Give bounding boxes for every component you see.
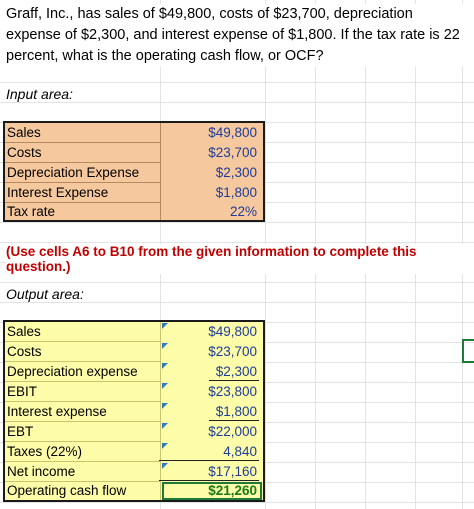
input-label: Costs <box>7 145 42 160</box>
grid-row-line <box>0 282 474 283</box>
output-value[interactable]: $1,800 <box>215 404 257 419</box>
input-row-sales[interactable] <box>5 123 263 143</box>
input-label: Interest Expense <box>7 185 109 200</box>
grid-row-line <box>0 502 474 503</box>
input-area-label: Input area: <box>6 86 77 102</box>
input-label: Depreciation Expense <box>7 165 140 180</box>
output-label: Costs <box>7 344 42 359</box>
input-table <box>3 121 265 222</box>
output-row-net-income[interactable] <box>5 462 263 482</box>
output-row-ebit[interactable] <box>5 382 263 402</box>
output-label: EBIT <box>7 384 38 399</box>
formula-indicator-icon <box>162 363 168 369</box>
output-label: Sales <box>7 324 41 339</box>
output-label: EBT <box>7 424 34 439</box>
formula-indicator-icon <box>162 403 168 409</box>
output-value[interactable]: $17,160 <box>208 464 257 479</box>
output-value[interactable]: $23,800 <box>208 384 257 399</box>
output-row-ocf[interactable] <box>5 481 263 501</box>
output-row-sales[interactable] <box>5 322 263 342</box>
grid-row-line <box>0 102 474 103</box>
output-label: Operating cash flow <box>7 483 127 498</box>
formula-indicator-icon <box>162 423 168 429</box>
sum-underline <box>209 380 259 381</box>
output-area-label: Output area: <box>6 286 88 302</box>
formula-indicator-icon <box>162 443 168 449</box>
output-value[interactable]: 4,840 <box>223 444 257 459</box>
input-row-depreciation[interactable] <box>5 163 263 183</box>
input-row-interest[interactable] <box>5 183 263 203</box>
output-row-costs[interactable] <box>5 342 263 362</box>
output-row-depreciation[interactable] <box>5 362 263 382</box>
output-label: Taxes (22%) <box>7 444 83 459</box>
grid-row-line <box>0 302 474 303</box>
input-label: Tax rate <box>7 204 56 219</box>
question-text: Graff, Inc., has sales of $49,800, costs of $23,700, depreciation expense of $2,300, and interest expense of $1,800. If the tax rate is 22 percent, what is the operating cash flow, or OCF? <box>6 4 468 67</box>
input-value[interactable]: $1,800 <box>215 185 257 200</box>
grid-row-line <box>0 82 474 83</box>
grid-row-line <box>0 242 474 243</box>
input-label: Sales <box>7 125 41 140</box>
input-value[interactable]: 22% <box>229 204 257 219</box>
input-row-tax-rate[interactable] <box>5 202 263 222</box>
output-value[interactable]: $21,260 <box>208 483 257 498</box>
instruction-note: (Use cells A6 to B10 from the given information to complete this question.) <box>6 244 474 274</box>
output-label: Interest expense <box>7 404 107 419</box>
output-label: Net income <box>7 464 76 479</box>
output-value[interactable]: $22,000 <box>208 424 257 439</box>
formula-indicator-icon <box>162 463 168 469</box>
output-row-interest[interactable] <box>5 402 263 422</box>
output-row-ebt[interactable] <box>5 422 263 442</box>
output-value[interactable]: $2,300 <box>215 364 257 379</box>
input-value[interactable]: $49,800 <box>208 125 257 140</box>
selected-cell[interactable] <box>462 339 474 363</box>
sum-underline <box>209 420 259 421</box>
grid-row-line <box>0 222 474 223</box>
input-value[interactable]: $2,300 <box>215 165 257 180</box>
formula-indicator-icon <box>162 383 168 389</box>
output-row-taxes[interactable] <box>5 442 263 462</box>
sum-underline <box>159 460 259 461</box>
input-row-costs[interactable] <box>5 143 263 163</box>
input-value[interactable]: $23,700 <box>208 145 257 160</box>
formula-indicator-icon <box>162 343 168 349</box>
output-value[interactable]: $23,700 <box>208 344 257 359</box>
output-label: Depreciation expense <box>7 364 138 379</box>
output-table <box>3 320 265 502</box>
formula-indicator-icon <box>162 323 168 329</box>
output-value[interactable]: $49,800 <box>208 324 257 339</box>
